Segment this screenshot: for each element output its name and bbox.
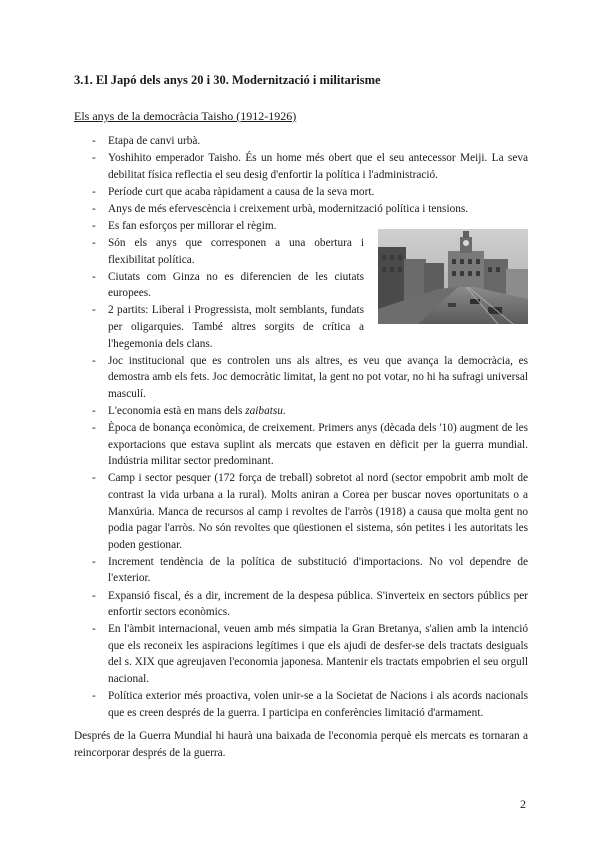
bullet-item: - Expansió fiscal, és a dir, increment de la despesa pública. S'inverteix en sectors públics per enfortir sectors econòmics.	[92, 588, 528, 621]
zaibatsu-prefix: L'economia està en mans dels	[108, 405, 246, 417]
section-title: 3.1. El Japó dels anys 20 i 30. Modernització i militarisme	[74, 73, 381, 87]
bullet-item: - Època de bonança econòmica, de creixement. Primers anys (dècada dels '10) augment de les exportacions que estava suplint als mercats que estaven en dèficit per la guerra mundial. Indústria militar sector predominant.	[92, 420, 528, 470]
subsection-title: Els anys de la democràcia Taisho (1912-1926)	[74, 109, 297, 123]
bullet-item: - Període curt que acaba ràpidament a causa de la seva mort.	[92, 184, 528, 201]
bullet-item: - Anys de més efervescència i creixement urbà, modernització política i tensions.	[92, 201, 528, 218]
bullet-item: - Ciutats com Ginza no es diferencien de les ciutats europees.	[92, 269, 364, 302]
closing-paragraph: Després de la Guerra Mundial hi haurà una baixada de l'economia perquè els mercats es tornaran a reincorporar després de la guerra.	[74, 730, 528, 759]
bullet-item: - Camp i sector pesquer (172 força de treball) sobretot al nord (sector empobrit amb molt de contrast la vida urbana a la rural). Molts aniran a Corea per buscar noves oportunitats o a Manxúria. Manca de recursos al camp i revoltes de l'arròs (1918) a causa que molta gent no podia pagar l'arròs. No són revoltes que qüestionen el sistema, són petites i les autoritats les poden gestionar.	[92, 470, 528, 553]
bullet-item: - Es fan esforços per millorar el règim.	[92, 218, 528, 235]
bullet-item: - Increment tendència de la política de substitució d'importacions. No vol dependre de l'exterior.	[92, 554, 528, 587]
page-number: 2	[520, 797, 526, 811]
bullet-item: - En l'àmbit internacional, veuen amb més simpatia la Gran Bretanya, s'alien amb la intenció que els reconeix les aspiracions legítimes i que els ajudi de desfer-se dels tractats desiguals del s. XIX que agreujaven l'economia japonesa. Mantenir els tractats empobrien el seu orgull nacional.	[92, 621, 528, 687]
bullet-item: - Joc institucional que es controlen uns als altres, es veu que avança la democràcia, es demostra amb els fets. Joc democràtic limitat, la gent no pot votar, no hi ha sufragi universal masculí.	[92, 353, 528, 403]
zaibatsu-term: zaibatsu	[245, 405, 283, 417]
bullet-item-zaibatsu	[92, 403, 528, 420]
bullet-item: - Yoshihito emperador Taisho. És un home més obert que el seu antecessor Meiji. La seva debilitat física reflectia el seu desig d'enfortir la política i l'administració.	[92, 150, 528, 183]
bullet-item: - Política exterior més proactiva, volen unir-se a la Societat de Nacions i als acords nacionals que es creen després de la guerra. I participa en conferències limitació d'armament.	[92, 688, 528, 721]
bullet-item: - Etapa de canvi urbà.	[92, 133, 528, 150]
bullet-item: - Són els anys que corresponen a una obertura i flexibilitat política.	[92, 235, 364, 268]
bullet-item: - 2 partits: Liberal i Progressista, molt semblants, fundats per oligarquies. També altres sorgits de crítica a l'hegemonia dels clans.	[92, 302, 364, 352]
zaibatsu-suffix: .	[282, 405, 286, 417]
bullet-list	[92, 133, 528, 722]
